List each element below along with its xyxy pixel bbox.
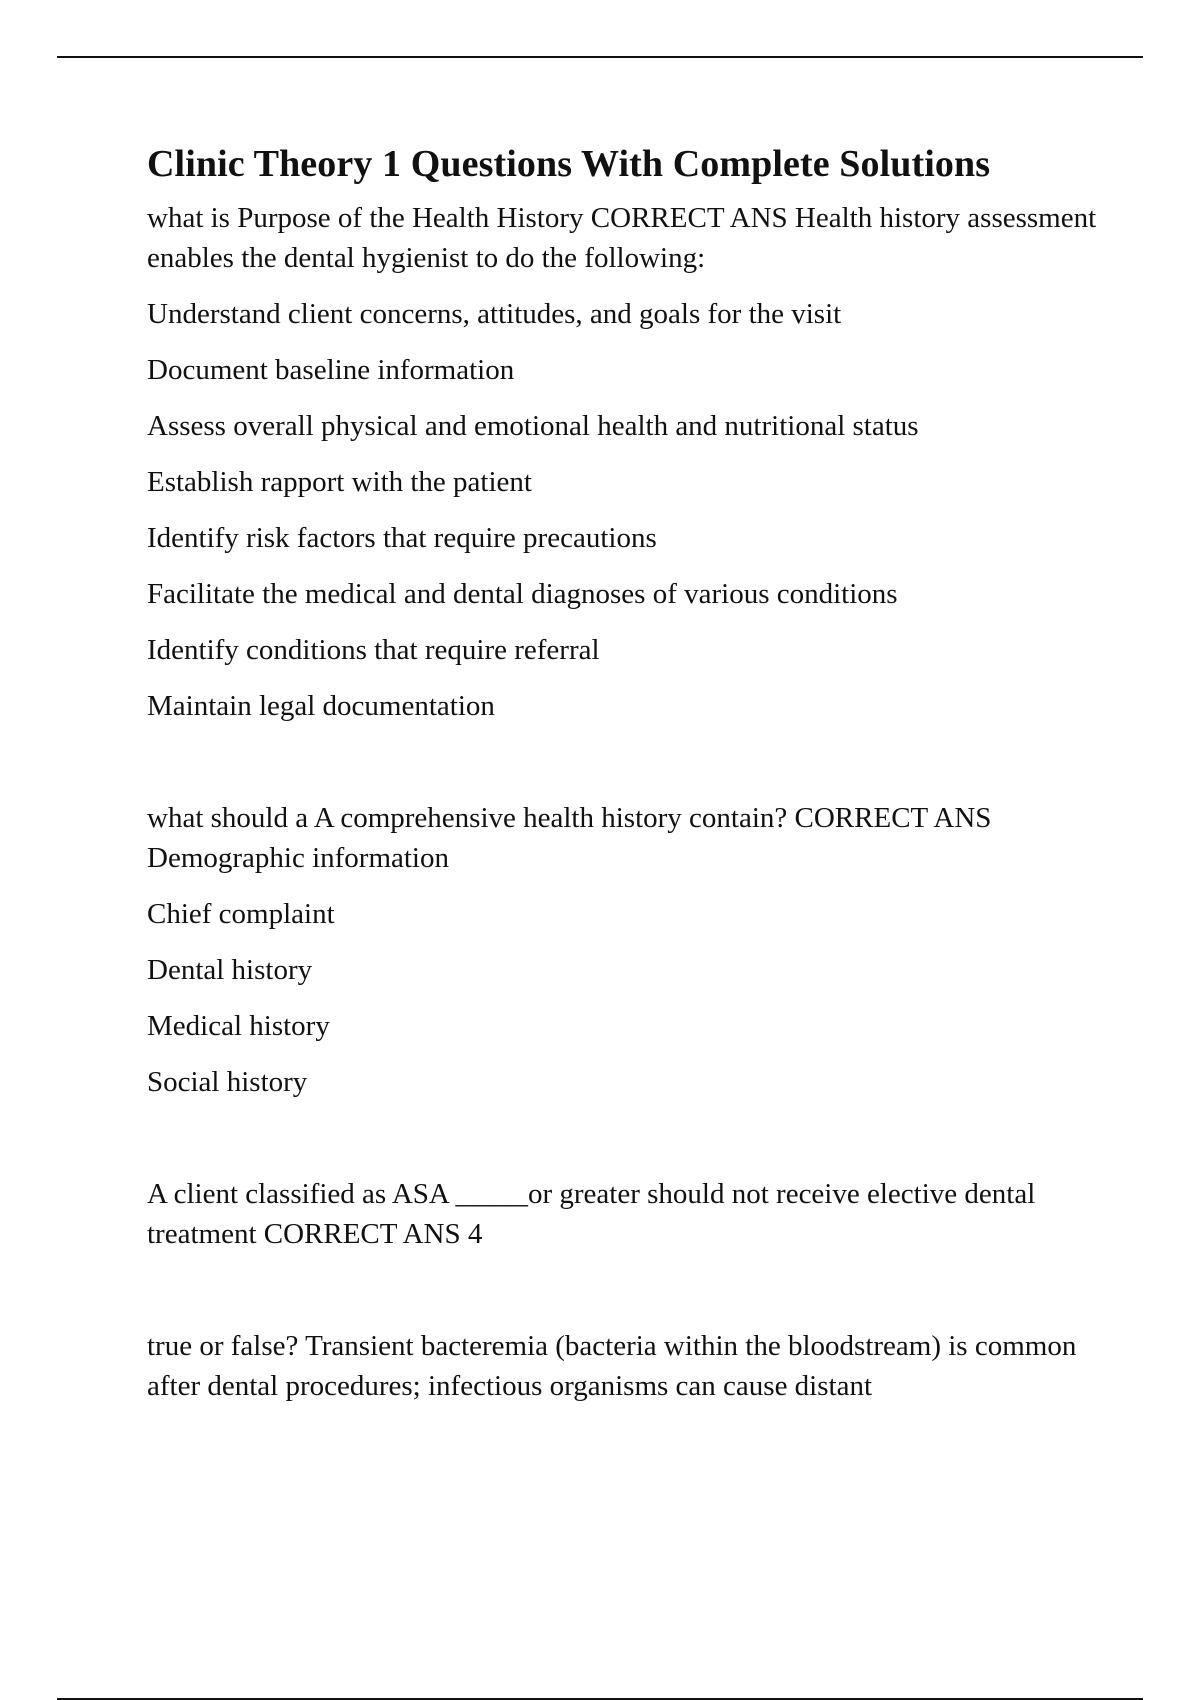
answer-item: Chief complaint <box>147 898 335 930</box>
answer-item: Social history <box>147 1066 308 1098</box>
answer-item: Identify risk factors that require precautions <box>147 522 657 554</box>
document-body <box>147 140 1107 1422</box>
question-block-3 <box>147 1174 1107 1254</box>
answer-item: Maintain legal documentation <box>147 690 495 722</box>
question-block-1 <box>147 198 1107 726</box>
question-text: true or false? Transient bacteremia (bacteria within the bloodstream) is common after dental procedures; infectious organisms can cause distant <box>147 1330 1077 1402</box>
spacer <box>147 1118 1107 1174</box>
answer-item: Assess overall physical and emotional health and nutritional status <box>147 410 919 442</box>
question-text: what should a A comprehensive health history contain? CORRECT ANS Demographic information <box>147 802 992 874</box>
question-text: what is Purpose of the Health History CORRECT ANS Health history assessment enables the dental hygienist to do the following: <box>147 202 1097 274</box>
spacer <box>147 742 1107 798</box>
question-block-2 <box>147 798 1107 1102</box>
answer-item: Understand client concerns, attitudes, and goals for the visit <box>147 298 842 330</box>
answer-item: Dental history <box>147 954 313 986</box>
document-title: Clinic Theory 1 Questions With Complete Solutions <box>147 143 991 185</box>
answer-item: Medical history <box>147 1010 330 1042</box>
answer-item: Identify conditions that require referral <box>147 634 600 666</box>
answer-item: Establish rapport with the patient <box>147 466 532 498</box>
top-rule <box>57 56 1143 58</box>
answer-item: Document baseline information <box>147 354 515 386</box>
spacer <box>147 1270 1107 1326</box>
question-text: A client classified as ASA _____or greater should not receive elective dental treatment CORRECT ANS 4 <box>147 1178 1036 1250</box>
answer-item: Facilitate the medical and dental diagnoses of various conditions <box>147 578 898 610</box>
question-block-4 <box>147 1326 1107 1406</box>
